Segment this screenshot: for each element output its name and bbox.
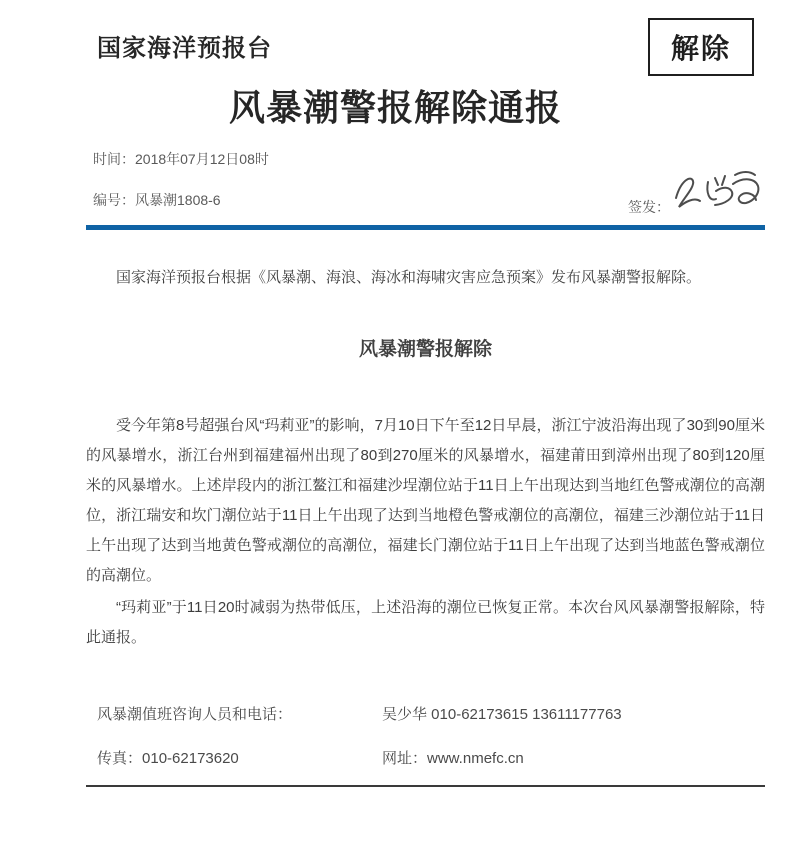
status-badge: 解除 (648, 18, 754, 76)
contact-label: 风暴潮值班咨询人员和电话： (97, 706, 293, 723)
contact-row (97, 703, 765, 724)
fax-cell (97, 747, 382, 768)
body-paragraph-2: “玛莉亚”于11日20时减弱为热带低压，上述沿海的潮位已恢复正常。本次台风风暴潮警报解除，特此通报。 (86, 599, 765, 646)
issue-time (93, 149, 269, 169)
website-label: 网址： (382, 750, 428, 767)
header-divider (86, 225, 765, 230)
section-title: 风暴潮警报解除 (358, 339, 492, 360)
website-value: www.nmefc.cn (427, 750, 524, 767)
body-paragraph-1: 受今年第8号超强台风“玛莉亚”的影响，7月10日下午至12日早晨，浙江宁波沿海出现了30到90厘米的风暴增水，浙江台州到福建福州出现了80到270厘米的风暴增水，福建莆田到漳州出现了80到120厘米的风暴增水。上述岸段内的浙江鳌江和福建沙埕潮位站于11日上午出现达到当地红色警戒潮位的高潮位，浙江瑞安和坎门潮位站于11日上午出现了达到当地橙色警戒潮位的高潮位，福建三沙潮位站于11日上午出现了达到当地黄色警戒潮位的高潮位，福建长门潮位站于11日上午出现了达到当地蓝色警戒潮位的高潮位。 (86, 417, 765, 584)
issue-time-value: 2018年07月12日08时 (135, 151, 269, 167)
agency-name: 国家海洋预报台 (97, 35, 272, 62)
sign-off (628, 166, 763, 217)
website-cell (382, 747, 524, 768)
sign-off-label: 签发： (628, 199, 670, 215)
bulletin-number-value: 风暴潮1808-6 (135, 192, 221, 208)
document-title: 风暴潮警报解除通报 (228, 87, 562, 128)
bulletin-number (93, 190, 221, 210)
intro-paragraph: 国家海洋预报台根据《风暴潮、海浪、海冰和海啸灾害应急预案》发布风暴潮警报解除。 (116, 269, 702, 286)
fax-label: 传真： (97, 750, 143, 767)
issue-time-label: 时间： (93, 151, 135, 167)
signature-image (672, 166, 760, 219)
contact-value: 吴少华 010-62173615 13611177763 (382, 706, 622, 723)
bulletin-number-label: 编号： (93, 192, 135, 208)
footer-divider (86, 785, 765, 787)
fax-web-row (97, 747, 765, 768)
fax-value: 010-62173620 (142, 750, 239, 767)
